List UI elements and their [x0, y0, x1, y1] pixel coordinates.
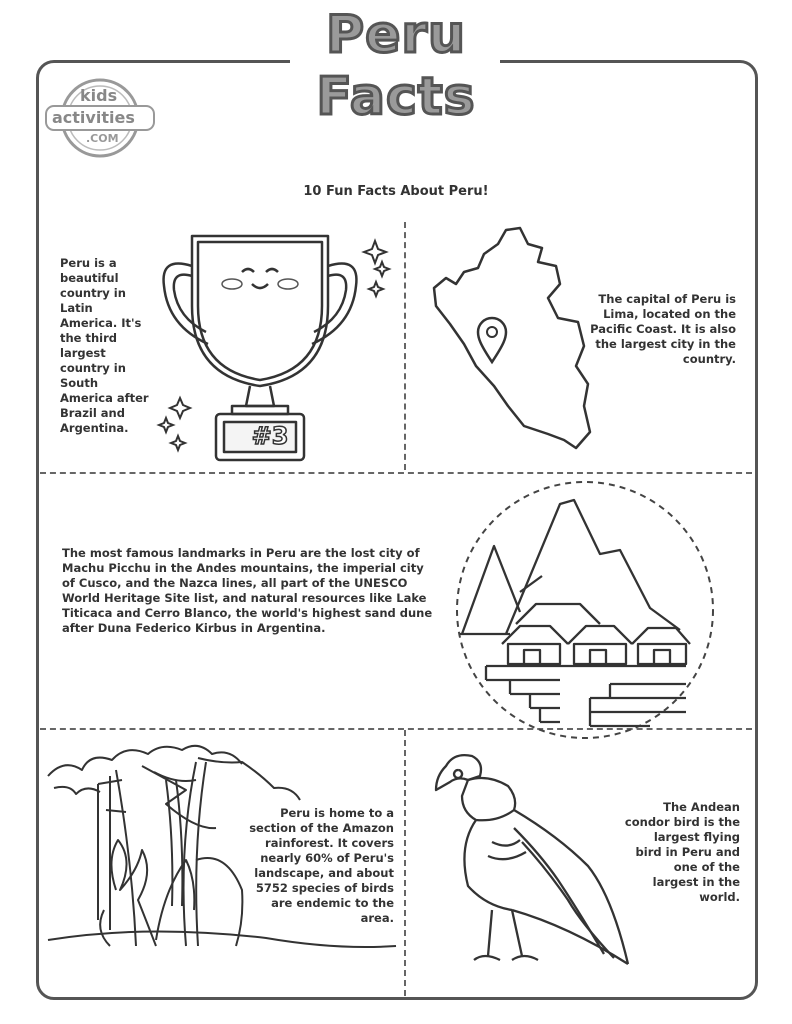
title-line-1: Peru — [325, 5, 467, 65]
subtitle: 10 Fun Facts About Peru! — [303, 184, 489, 199]
divider-bottom-vertical — [404, 730, 406, 996]
fact-landmarks: The most famous landmarks in Peru are the lost city of Machu Picchu in the Andes mountains, the imperial city of Cusco, and the Nazca lines, all part of the UNESCO World Heritage Site list, and natural resources like Lake Titicaca and Cerro Blanco, the world's highest sand dune after Duna Federico Kirbus in Argentina. — [62, 546, 433, 635]
peru-map-icon — [428, 226, 598, 466]
condor-icon — [428, 746, 628, 976]
logo-text-kids: kids — [80, 86, 118, 105]
trophy-label: #3 — [251, 422, 289, 450]
title-line-2: Facts — [316, 67, 476, 127]
divider-top-vertical — [404, 222, 406, 470]
fact-amazon: Peru is home to a section of the Amazon rainforest. It covers nearly 60% of Peru's landscape, and about 5752 species of birds are endemic to the area. — [249, 806, 394, 925]
divider-row-1 — [40, 472, 752, 474]
fact-condor: The Andean condor bird is the largest flying bird in Peru and one of the largest in the world. — [624, 800, 740, 904]
machu-picchu-icon — [450, 484, 720, 754]
logo-text-com: .COM — [86, 132, 119, 145]
logo-text-activities: activities — [52, 108, 135, 127]
location-pin-icon — [478, 300, 506, 362]
kids-activities-logo — [46, 76, 154, 162]
fact-third-largest: Peru is a beautiful country in Latin America. It's the third largest country in South America after Brazil and Argentina. — [60, 256, 149, 435]
fact-capital: The capital of Peru is Lima, located on the Pacific Coast. It is also the largest city in the country. — [590, 292, 736, 366]
page-title — [280, 5, 512, 127]
